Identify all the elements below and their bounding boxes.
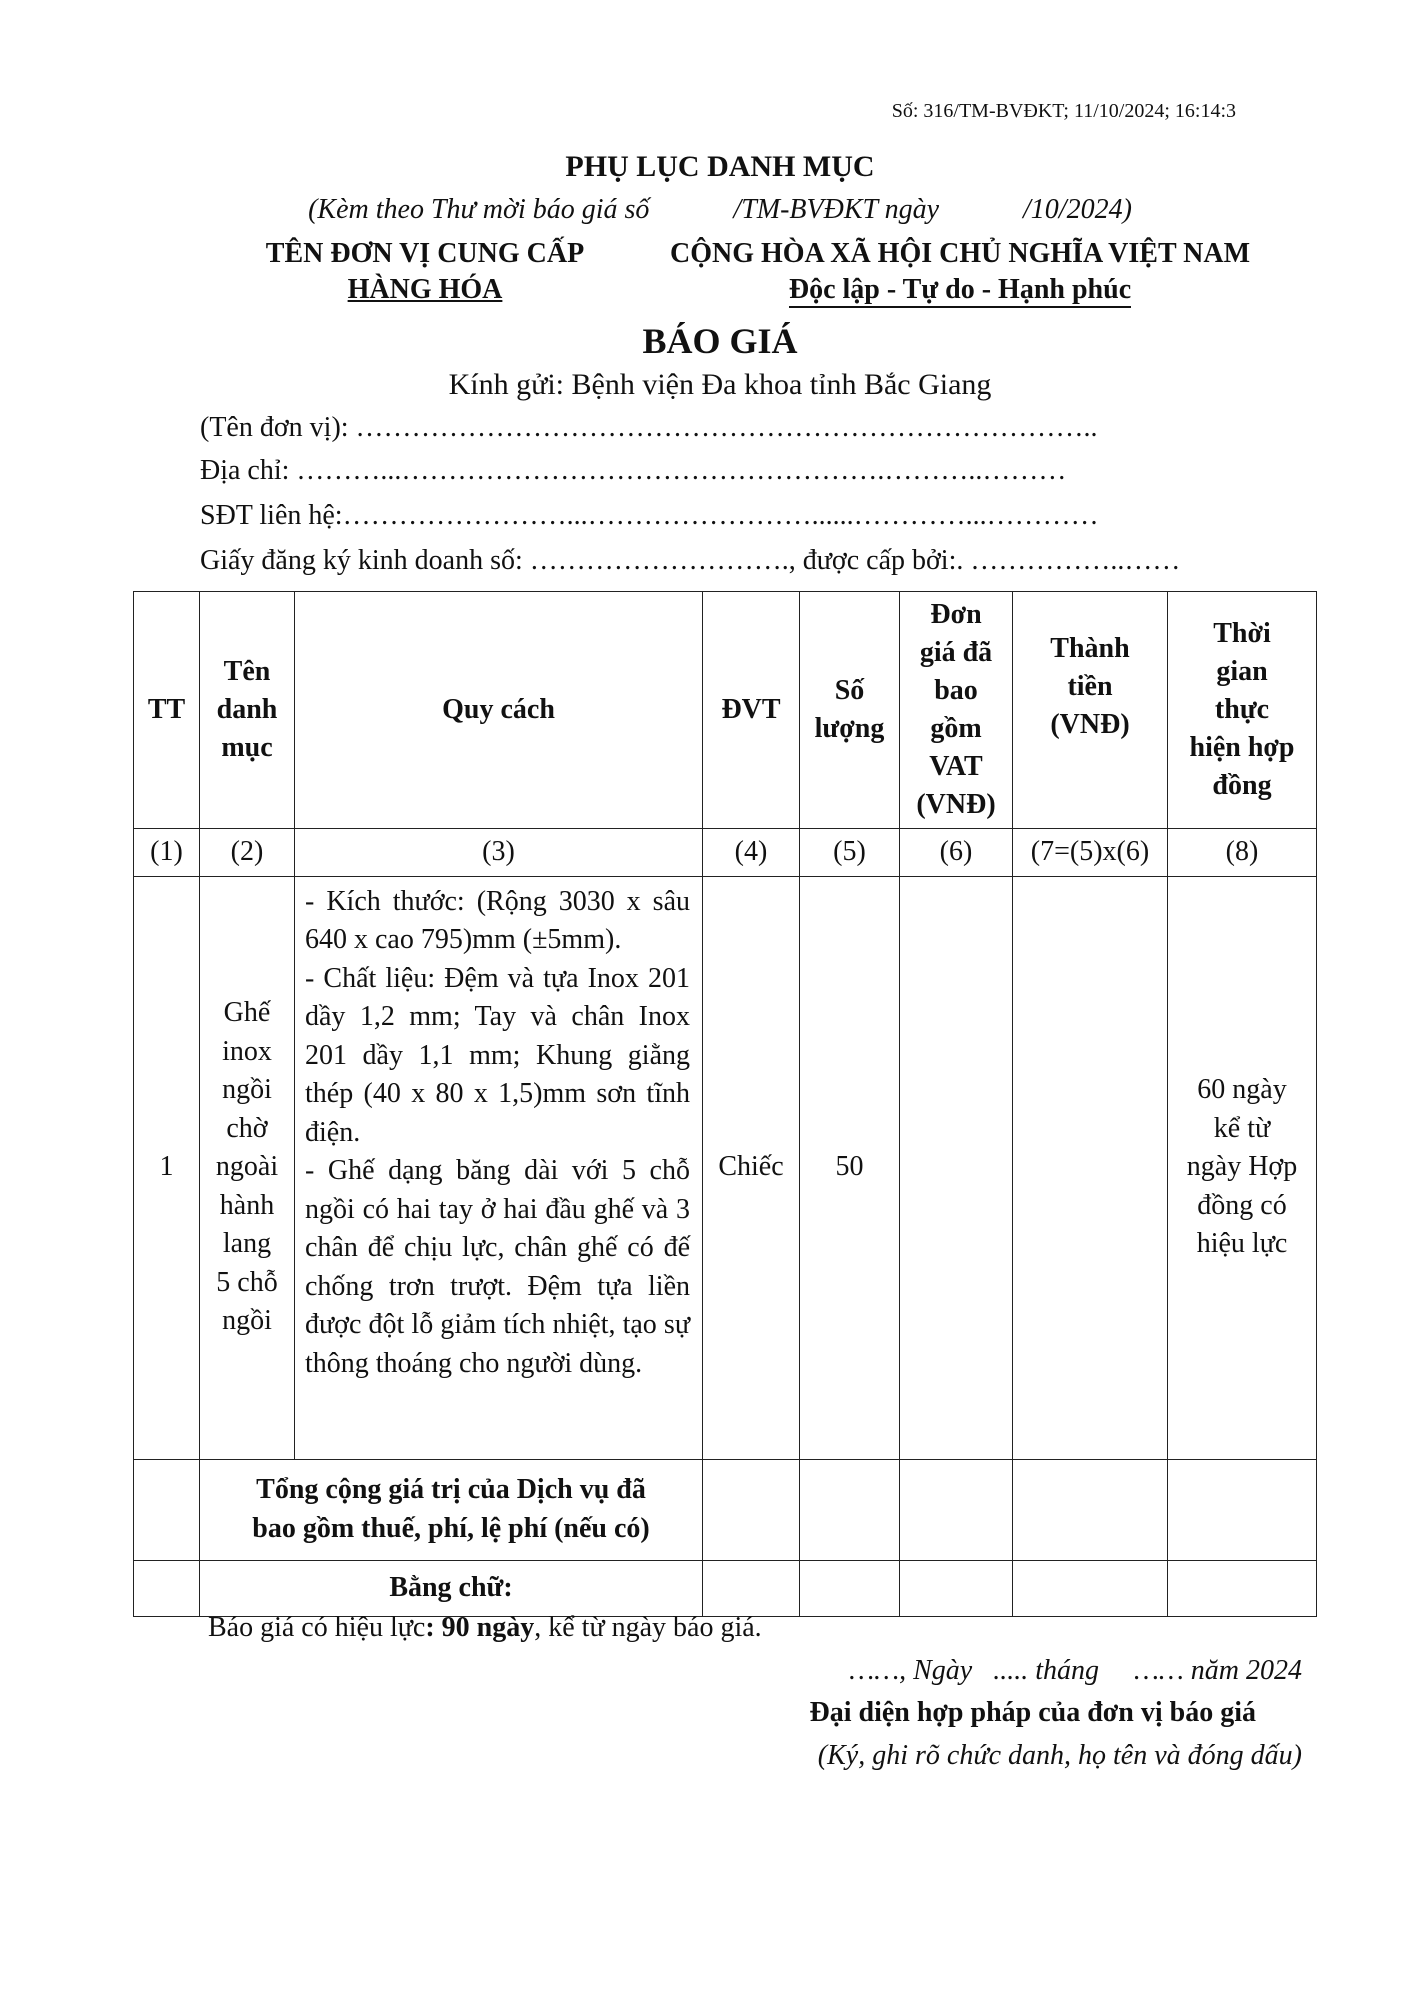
header-name-line: danh — [216, 694, 278, 725]
header-price-line: Đơn — [930, 599, 982, 630]
column-number: (5) — [800, 829, 900, 877]
delivery-time-line: 60 ngày — [1197, 1074, 1287, 1106]
item-name-line: ngồi — [222, 1305, 272, 1337]
total-empty-cell — [900, 1459, 1013, 1560]
nation-name: CỘNG HÒA XÃ HỘI CHỦ NGHĨA VIỆT NAM — [669, 238, 1251, 269]
item-name-line: lang — [222, 1228, 272, 1260]
total-row — [134, 1459, 1317, 1560]
column-number: (7=(5)x(6) — [1013, 829, 1168, 877]
total-label — [200, 1459, 703, 1560]
header-amount-line: (VNĐ) — [1050, 709, 1130, 740]
header-price-line: bao — [934, 675, 978, 706]
in-words-empty-cell — [134, 1560, 200, 1616]
header-qty-line: lượng — [814, 713, 885, 744]
in-words-label: Bằng chữ: — [200, 1560, 703, 1616]
column-number: (4) — [703, 829, 800, 877]
unit-name-field: (Tên đơn vị): …………………………………………………………………….. — [200, 412, 1098, 443]
item-name-line: chờ — [226, 1112, 268, 1144]
validity-note — [208, 1612, 762, 1644]
validity-prefix: Báo giá có hiệu lực — [208, 1612, 426, 1643]
national-motto — [640, 236, 1280, 308]
header-price-line: gồm — [930, 713, 982, 744]
header-spec: Quy cách — [295, 592, 703, 829]
row-specification — [295, 876, 703, 1459]
header-amount-line: Thành — [1050, 633, 1130, 664]
total-empty-cell — [1013, 1459, 1168, 1560]
row-item-name — [200, 876, 295, 1459]
delivery-time-line: hiệu lực — [1196, 1228, 1288, 1260]
delivery-time-line: ngày Hợp — [1186, 1151, 1298, 1183]
column-number: (1) — [134, 829, 200, 877]
column-number: (6) — [900, 829, 1013, 877]
header-unit: ĐVT — [703, 592, 800, 829]
column-number: (2) — [200, 829, 295, 877]
delivery-time-line: đồng có — [1197, 1189, 1287, 1221]
supplier-heading — [240, 236, 610, 308]
item-name-line: hành — [219, 1189, 275, 1221]
row-tt: 1 — [134, 876, 200, 1459]
header-name-line: mục — [221, 732, 273, 763]
header-qty — [800, 592, 900, 829]
in-words-empty-cell — [900, 1560, 1013, 1616]
total-empty-cell — [1168, 1459, 1317, 1560]
item-name-line: ngồi — [222, 1074, 272, 1106]
document-reference: Số: 316/TM-BVĐKT; 11/10/2024; 16:14:3 — [891, 100, 1236, 122]
header-time-line: thực — [1214, 694, 1270, 725]
validity-value: : 90 ngày — [425, 1612, 535, 1643]
date-line: ……, Ngày ..... tháng …… năm 2024 — [849, 1655, 1302, 1686]
spec-material: - Chất liệu: Đệm và tựa Inox 201 dầy 1,2 mm; Tay và chân Inox 201 dầy 1,1 mm; Khung giằng thép (40 x 80 x 1,5)mm sơn tĩnh điện. — [305, 962, 690, 1148]
header-amount — [1013, 592, 1168, 829]
header-name — [200, 592, 295, 829]
header-time — [1168, 592, 1317, 829]
header-amount-line: tiền — [1067, 671, 1113, 702]
header-price-line: giá đã — [919, 637, 993, 668]
total-empty-cell — [800, 1459, 900, 1560]
quotation-table — [133, 591, 1317, 1617]
header-time-line: đồng — [1212, 770, 1272, 801]
header-price-line: VAT — [929, 751, 983, 782]
column-number-row — [134, 829, 1317, 877]
in-words-row — [134, 1560, 1317, 1616]
delivery-time-line: kể từ — [1213, 1112, 1271, 1144]
table-row — [134, 876, 1317, 1459]
license-field: Giấy đăng ký kinh doanh số: ………………………., được cấp bởi:. ……………..…… — [200, 545, 1181, 576]
in-words-empty-cell — [703, 1560, 800, 1616]
in-words-empty-cell — [1168, 1560, 1317, 1616]
header-time-line: gian — [1216, 656, 1268, 687]
in-words-empty-cell — [1013, 1560, 1168, 1616]
total-label-line: Tổng cộng giá trị của Dịch vụ đã — [256, 1474, 646, 1505]
representative-title: Đại diện hợp pháp của đơn vị báo giá — [809, 1697, 1256, 1728]
row-delivery-time — [1168, 876, 1317, 1459]
document-title: BÁO GIÁ — [642, 321, 798, 361]
row-quantity: 50 — [800, 876, 900, 1459]
appendix-title: PHỤ LỤC DANH MỤC — [565, 150, 875, 183]
nation-motto: Độc lập - Tự do - Hạnh phúc — [789, 274, 1131, 308]
supplier-heading-line1: TÊN ĐƠN VỊ CUNG CẤP — [265, 238, 585, 269]
header-name-line: Tên — [223, 656, 271, 687]
row-unit-price — [900, 876, 1013, 1459]
header-price — [900, 592, 1013, 829]
spec-design: - Ghế dạng băng dài với 5 chỗ ngồi có hai tay ở hai đầu ghế và 3 chân để chịu lực, chân ghế có đế chống trơn trượt. Đệm tựa liền được đột lỗ giảm tích nhiệt, tạo sự thông thoáng cho người dùng. — [305, 1155, 690, 1379]
spec-size: - Kích thước: (Rộng 3030 x sâu 640 x cao 795)mm (±5mm). — [305, 885, 690, 955]
signature-note: (Ký, ghi rõ chức danh, họ tên và đóng dấu) — [817, 1740, 1302, 1771]
header-time-line: Thời — [1213, 618, 1271, 649]
total-label-line: bao gồm thuế, phí, lệ phí (nếu có) — [252, 1512, 650, 1544]
row-amount — [1013, 876, 1168, 1459]
phone-field: SĐT liên hệ:……………………...……………………......…………...………… — [200, 500, 1099, 531]
header-tt: TT — [134, 592, 200, 829]
table-header-row — [134, 592, 1317, 829]
row-unit: Chiếc — [703, 876, 800, 1459]
recipient-line: Kính gửi: Bệnh viện Đa khoa tỉnh Bắc Giang — [448, 368, 992, 401]
item-name-line: Ghế — [223, 997, 271, 1029]
header-time-line: hiện hợp — [1189, 732, 1295, 763]
total-empty-cell — [703, 1459, 800, 1560]
in-words-empty-cell — [800, 1560, 900, 1616]
appendix-subtitle: (Kèm theo Thư mời báo giá số /TM-BVĐKT ngày /10/2024) — [308, 194, 1132, 225]
supplier-heading-line2: HÀNG HÓA — [347, 274, 503, 305]
item-name-line: inox — [222, 1035, 272, 1067]
item-name-line: ngoài — [215, 1151, 279, 1183]
header-price-line: (VNĐ) — [916, 789, 996, 820]
validity-suffix: , kể từ ngày báo giá. — [534, 1612, 762, 1643]
address-field: Địa chỉ: ………...…………………………………………….………..……… — [200, 455, 1067, 486]
column-number: (8) — [1168, 829, 1317, 877]
item-name-line: 5 chỗ — [216, 1266, 278, 1298]
total-empty-cell — [134, 1459, 200, 1560]
header-qty-line: Số — [834, 675, 865, 706]
column-number: (3) — [295, 829, 703, 877]
